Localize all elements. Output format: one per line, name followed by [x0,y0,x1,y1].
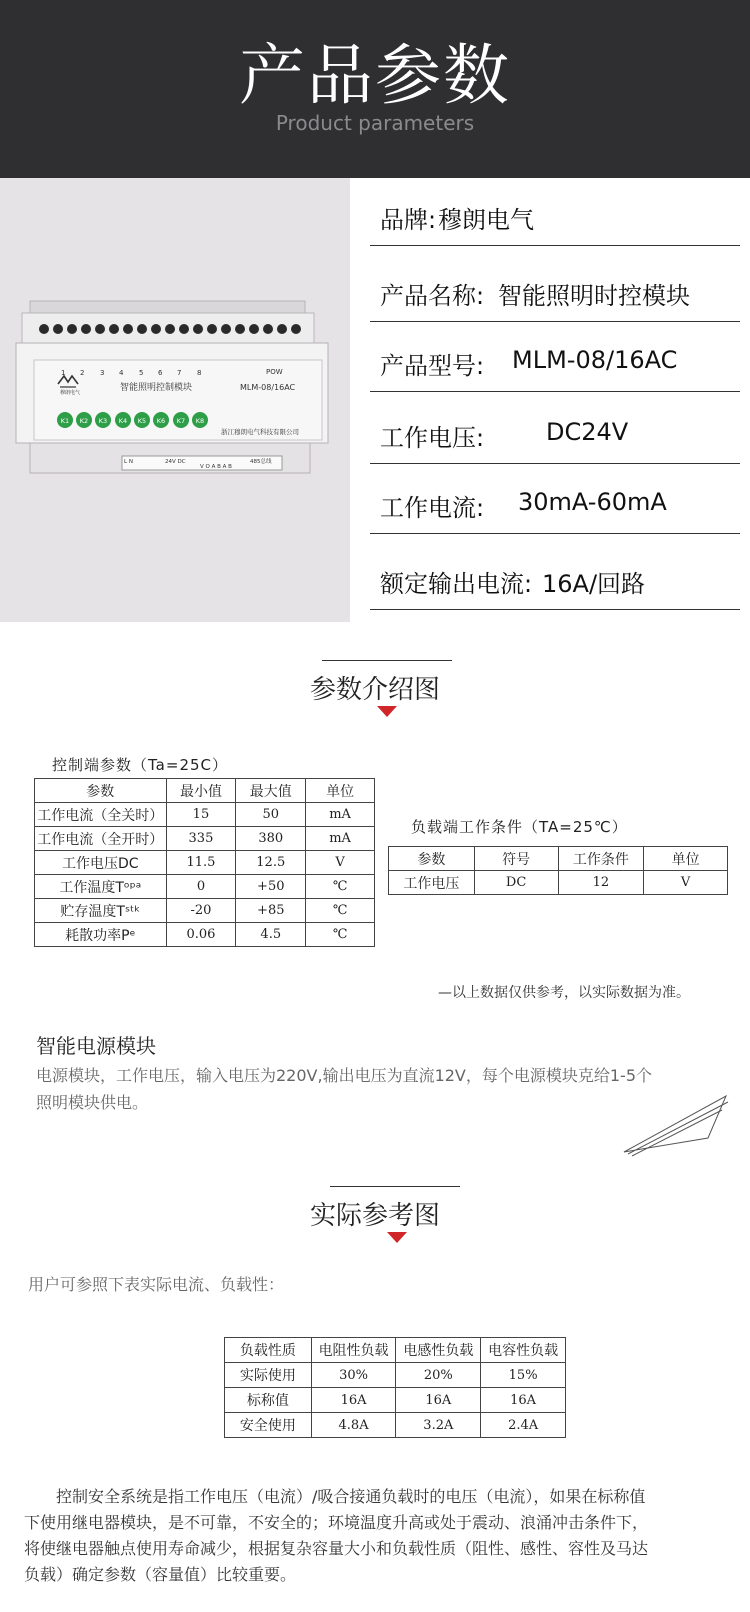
power-module-line: 照明模块供电。 [36,1093,149,1112]
table-header-cell: 电感性负载 [396,1338,481,1363]
section-divider [330,1186,460,1187]
product-image [0,178,350,622]
table-row [35,851,375,875]
table-cell: 380 [236,827,306,851]
table-cell: 安全使用 [225,1413,312,1438]
table-cell: ℃ [306,875,375,899]
table-cell: 335 [166,827,236,851]
table-row [35,827,375,851]
section-divider [322,660,452,661]
table-cell: 工作电流（全关时） [35,803,167,827]
spec-key: 额定输出电流: [380,570,533,598]
table-row [35,923,375,947]
reference-intro: 用户可参照下表实际电流、负载性： [28,1275,285,1294]
table-cell: 2.4A [481,1413,566,1438]
svg-text:K7: K7 [176,417,186,425]
svg-text:1: 1 [61,369,66,377]
triangle-down-icon [387,1232,407,1243]
table-header-cell: 负载性质 [225,1338,312,1363]
brand-mark-text: 穆朗电气 [60,390,81,396]
table-header-cell: 参数 [35,779,167,803]
svg-text:K5: K5 [137,417,147,425]
svg-text:8: 8 [197,369,202,377]
table-cell: 16A [481,1388,566,1413]
power-module-title: 智能电源模块 [36,1034,156,1058]
svg-text:K8: K8 [195,417,205,425]
spec-voltage [370,388,740,464]
table-cell: 16A [311,1388,396,1413]
table-header-cell: 最小值 [166,779,236,803]
table-cell: 0.06 [166,923,236,947]
table-cell: 20% [396,1363,481,1388]
decorative-lines-icon [622,1090,732,1158]
table-header-cell: 符号 [474,847,558,871]
reference-note: —以上数据仅供参考，以实际数据为准。 [438,985,690,1001]
table-cell: 标称值 [225,1388,312,1413]
table-header-row [35,779,375,803]
spec-key: 品牌: [380,206,437,234]
svg-text:K2: K2 [79,417,89,425]
spec-rated-output [370,534,740,610]
section-title-params: 参数介绍图 [309,675,440,705]
svg-text:3: 3 [100,369,105,377]
svg-text:K3: K3 [98,417,108,425]
table-header-cell: 最大值 [236,779,306,803]
control-params-table [34,778,375,947]
page-title: 产品参数 [239,37,511,114]
control-table-caption: 控制端参数（Ta=25C） [52,756,229,774]
table-cell: 15 [166,803,236,827]
page-header [0,0,750,178]
table-header-row [389,847,728,871]
device-name-label: 智能照明控制模块 [120,383,193,393]
page-subtitle: Product parameters [275,111,475,135]
table-header-cell: 单位 [306,779,375,803]
table-header-row [225,1338,566,1363]
spec-model [370,316,740,392]
svg-text:4: 4 [119,369,124,377]
table-cell: mA [306,827,375,851]
table-header-cell: 工作条件 [558,847,644,871]
company-label: 浙江穆朗电气科技有限公司 [221,428,299,436]
footer-paragraph [24,1484,740,1588]
table-cell: mA [306,803,375,827]
table-row [35,875,375,899]
table-cell: +50 [236,875,306,899]
table-cell: 11.5 [166,851,236,875]
svg-text:V O A B A B: V O A B A B [200,464,232,470]
spec-value: 智能照明时控模块 [498,282,690,310]
table-row [225,1413,566,1438]
table-header-cell: 单位 [644,847,728,871]
table-row [225,1363,566,1388]
table-header-cell: 参数 [389,847,475,871]
table-cell: V [306,851,375,875]
svg-text:7: 7 [177,369,182,377]
table-cell: 实际使用 [225,1363,312,1388]
svg-text:24V DC: 24V DC [165,459,186,465]
table-cell: 工作电压DC [35,851,167,875]
table-cell: ℃ [306,899,375,923]
svg-text:5: 5 [139,369,144,377]
table-cell: ℃ [306,923,375,947]
table-cell: +85 [236,899,306,923]
spec-value: 16A/回路 [542,570,646,598]
footer-line: 将使继电器触点使用寿命减少，根据复杂容量大小和负载性质（阻性、感性、容性及马达 [24,1539,649,1558]
table-cell: DC [474,871,558,895]
spec-key: 产品名称: [380,282,485,310]
footer-line: 控制安全系统是指工作电压（电流）/吸合接通负载时的电压（电流），如果在标称值 [56,1487,646,1506]
spec-value: 穆朗电气 [438,206,534,234]
spec-key: 工作电流: [380,494,485,522]
spec-value: MLM-08/16AC [512,346,678,374]
table-cell: 贮存温度Tˢᵗᵏ [35,899,167,923]
power-module-line: 电源模块，工作电压，输入电压为220V,输出电压为直流12V，每个电源模块克给1-5个 [36,1066,653,1085]
module-illustration [0,178,350,622]
table-cell: 工作电流（全开时） [35,827,167,851]
section-title-reference: 实际参考图 [309,1201,440,1231]
device-model-label: MLM-08/16AC [240,383,296,392]
svg-text:K1: K1 [60,417,70,425]
table-cell: 4.8A [311,1413,396,1438]
spec-value: DC24V [546,418,629,446]
svg-text:2: 2 [80,369,85,377]
table-cell: 工作电压 [389,871,475,895]
spec-value: 30mA-60mA [518,488,667,516]
svg-text:L N: L N [124,459,133,465]
table-cell: 50 [236,803,306,827]
svg-text:K4: K4 [118,417,128,425]
table-cell: 4.5 [236,923,306,947]
table-cell: 工作温度Tᵒᵖᵃ [35,875,167,899]
pow-label: POW [266,368,283,376]
table-header-cell: 电阻性负载 [311,1338,396,1363]
load-nature-table [224,1337,566,1438]
table-cell: 3.2A [396,1413,481,1438]
table-row [225,1388,566,1413]
spec-current [370,458,740,534]
table-cell: -20 [166,899,236,923]
table-row [389,871,728,895]
table-cell: 12 [558,871,644,895]
load-conditions-table [388,846,728,895]
table-row [35,899,375,923]
table-cell: 耗散功率Pᵉ [35,923,167,947]
table-cell: 0 [166,875,236,899]
table-cell: 12.5 [236,851,306,875]
footer-line: 负载）确定参数（容量值）比较重要。 [24,1565,297,1584]
footer-line: 下使用继电器模块，是不可靠，不安全的；环境温度升高或处于震动、浪涌冲击条件下， [24,1513,649,1532]
table-header-cell: 电容性负载 [481,1338,566,1363]
spec-brand [370,170,740,246]
spec-key: 工作电压: [380,424,485,452]
svg-text:485总线: 485总线 [250,459,272,465]
table-row [35,803,375,827]
load-table-caption: 负载端工作条件（TA=25℃） [411,818,628,836]
table-cell: 30% [311,1363,396,1388]
table-cell: 15% [481,1363,566,1388]
table-cell: V [644,871,728,895]
spec-key: 产品型号: [380,352,485,380]
svg-text:K6: K6 [156,417,166,425]
svg-text:6: 6 [158,369,163,377]
table-cell: 16A [396,1388,481,1413]
spec-product-name [370,246,740,322]
triangle-down-icon [377,706,397,717]
